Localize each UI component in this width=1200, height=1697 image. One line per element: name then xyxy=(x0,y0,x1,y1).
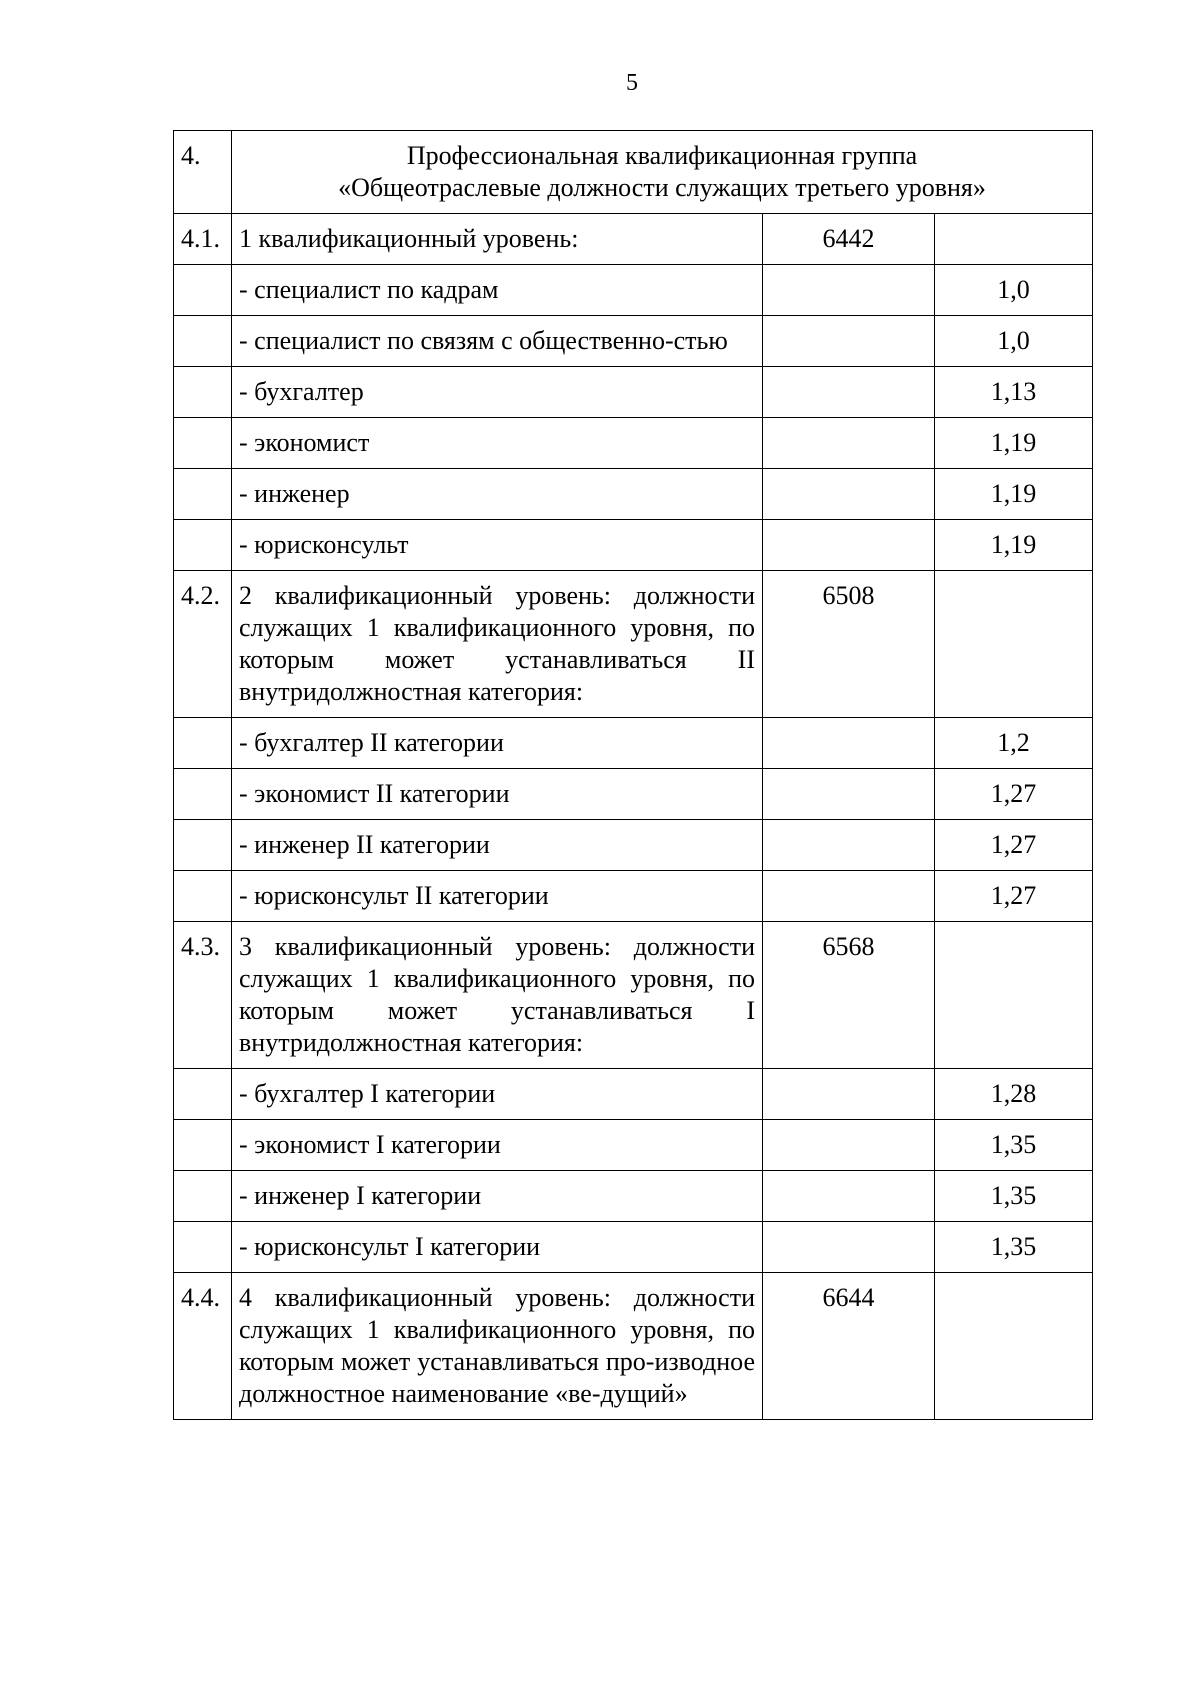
coefficient: 1,35 xyxy=(935,1222,1093,1273)
qualification-level-row xyxy=(174,922,1093,1069)
group-title xyxy=(232,131,1093,214)
coefficient: 1,19 xyxy=(935,520,1093,571)
qualification-group-table xyxy=(173,130,1093,1420)
position-name: - экономист xyxy=(232,418,763,469)
base-salary xyxy=(763,769,935,820)
position-row xyxy=(174,820,1093,871)
base-salary xyxy=(763,520,935,571)
row-number xyxy=(174,418,232,469)
base-salary: 6568 xyxy=(763,922,935,1069)
coefficient: 1,19 xyxy=(935,469,1093,520)
position-name: 4 квалификационный уровень: должности служащих 1 квалификационного уровня, по которым может устанавливаться про-изводное должностное наименование «ве-дущий» xyxy=(232,1273,763,1420)
base-salary xyxy=(763,1222,935,1273)
coefficient: 1,35 xyxy=(935,1171,1093,1222)
row-number xyxy=(174,769,232,820)
position-row xyxy=(174,469,1093,520)
base-salary xyxy=(763,367,935,418)
position-name: - бухгалтер II категории xyxy=(232,718,763,769)
row-number xyxy=(174,1069,232,1120)
position-name: - экономист I категории xyxy=(232,1120,763,1171)
base-salary xyxy=(763,1069,935,1120)
row-number xyxy=(174,1120,232,1171)
base-salary xyxy=(763,316,935,367)
row-number xyxy=(174,367,232,418)
position-row xyxy=(174,871,1093,922)
position-name: - бухгалтер xyxy=(232,367,763,418)
position-name: - бухгалтер I категории xyxy=(232,1069,763,1120)
position-name: 2 квалификационный уровень: должности служащих 1 квалификационного уровня, по которым может устанавливаться II внутридолжностная категория: xyxy=(232,571,763,718)
base-salary: 6442 xyxy=(763,214,935,265)
base-salary xyxy=(763,469,935,520)
base-salary xyxy=(763,820,935,871)
base-salary: 6644 xyxy=(763,1273,935,1420)
page-number: 5 xyxy=(626,70,638,96)
coefficient xyxy=(935,571,1093,718)
coefficient: 1,13 xyxy=(935,367,1093,418)
qualification-level-row xyxy=(174,571,1093,718)
coefficient xyxy=(935,922,1093,1069)
row-number: 4.1. xyxy=(174,214,232,265)
position-name: 1 квалификационный уровень: xyxy=(232,214,763,265)
coefficient: 1,0 xyxy=(935,316,1093,367)
row-number xyxy=(174,265,232,316)
position-row xyxy=(174,718,1093,769)
row-number: 4.2. xyxy=(174,571,232,718)
row-number xyxy=(174,871,232,922)
row-number: 4.3. xyxy=(174,922,232,1069)
position-name: 3 квалификационный уровень: должности служащих 1 квалификационного уровня, по которым может устанавливаться I внутридолжностная категория: xyxy=(232,922,763,1069)
group-title-line1: Профессиональная квалификационная группа xyxy=(406,141,918,170)
row-number xyxy=(174,469,232,520)
position-row xyxy=(174,265,1093,316)
row-number xyxy=(174,1171,232,1222)
coefficient: 1,2 xyxy=(935,718,1093,769)
position-row xyxy=(174,1222,1093,1273)
qualification-level-row xyxy=(174,214,1093,265)
coefficient: 1,27 xyxy=(935,769,1093,820)
group-header-row xyxy=(174,131,1093,214)
row-number xyxy=(174,718,232,769)
row-number xyxy=(174,1222,232,1273)
position-row xyxy=(174,769,1093,820)
coefficient xyxy=(935,1273,1093,1420)
base-salary: 6508 xyxy=(763,571,935,718)
position-row xyxy=(174,1069,1093,1120)
qualification-level-row xyxy=(174,1273,1093,1420)
base-salary xyxy=(763,265,935,316)
group-title-line2: «Общеотраслевые должности служащих третьего уровня» xyxy=(338,173,986,202)
coefficient: 1,0 xyxy=(935,265,1093,316)
position-name: - специалист по кадрам xyxy=(232,265,763,316)
position-name: - экономист II категории xyxy=(232,769,763,820)
base-salary xyxy=(763,418,935,469)
position-row xyxy=(174,418,1093,469)
position-name: - специалист по связям с общественно-стью xyxy=(232,316,763,367)
position-row xyxy=(174,367,1093,418)
base-salary xyxy=(763,1171,935,1222)
coefficient: 1,19 xyxy=(935,418,1093,469)
position-name: - юрисконсульт II категории xyxy=(232,871,763,922)
coefficient: 1,28 xyxy=(935,1069,1093,1120)
base-salary xyxy=(763,718,935,769)
position-row xyxy=(174,1171,1093,1222)
row-number xyxy=(174,820,232,871)
table-body xyxy=(174,131,1093,1420)
coefficient xyxy=(935,214,1093,265)
coefficient: 1,35 xyxy=(935,1120,1093,1171)
row-number: 4.4. xyxy=(174,1273,232,1420)
position-name: - юрисконсульт xyxy=(232,520,763,571)
position-row xyxy=(174,1120,1093,1171)
group-number: 4. xyxy=(174,131,232,214)
row-number xyxy=(174,316,232,367)
row-number xyxy=(174,520,232,571)
base-salary xyxy=(763,1120,935,1171)
coefficient: 1,27 xyxy=(935,871,1093,922)
position-row xyxy=(174,520,1093,571)
position-name: - инженер I категории xyxy=(232,1171,763,1222)
position-name: - инженер xyxy=(232,469,763,520)
position-name: - юрисконсульт I категории xyxy=(232,1222,763,1273)
position-row xyxy=(174,316,1093,367)
position-name: - инженер II категории xyxy=(232,820,763,871)
base-salary xyxy=(763,871,935,922)
coefficient: 1,27 xyxy=(935,820,1093,871)
